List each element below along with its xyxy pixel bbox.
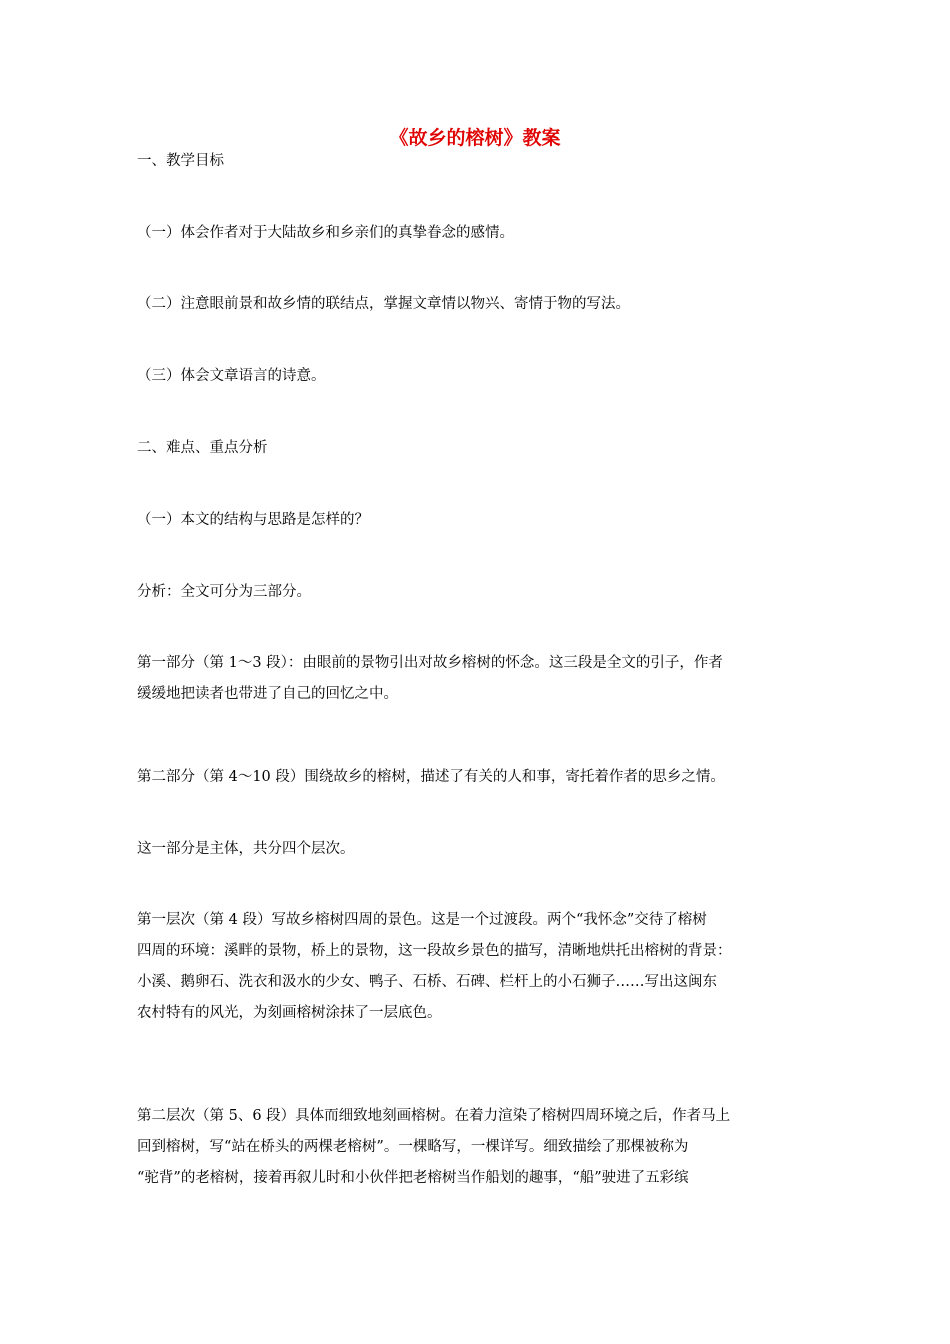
paragraph-line: 第一层次（第 4 段）写故乡榕树四周的景色。这是一个过渡段。两个“我怀念”交待了榕树: [137, 912, 707, 928]
paragraph-line: 分析：全文可分为三部分。: [137, 584, 311, 600]
paragraph-line: 回到榕树，写“站在桥头的两棵老榕树”。一棵略写，一棵详写。细致描绘了那棵被称为: [137, 1139, 689, 1155]
paragraph: [137, 1101, 827, 1194]
paragraph: [137, 834, 827, 865]
paragraph-line: 这一部分是主体，共分四个层次。: [137, 841, 355, 857]
paragraph-line: 缓缓地把读者也带进了自己的回忆之中。: [137, 686, 398, 702]
paragraph-line: 四周的环境：溪畔的景物，桥上的景物，这一段故乡景色的描写，清晰地烘托出榕树的背景：: [137, 943, 732, 959]
paragraph-line: 农村特有的风光，为刻画榕树涂抹了一层底色。: [137, 1005, 442, 1021]
paragraph: [137, 762, 827, 793]
paragraph-line: 一、教学目标: [137, 153, 224, 169]
paragraph: [137, 218, 827, 249]
paragraph: [137, 289, 827, 320]
document-title: 《故乡的榕树》教案: [389, 127, 561, 149]
paragraph-line: 第二部分（第 4～10 段）围绕故乡的榕树，描述了有关的人和事，寄托着作者的思乡之情。: [137, 769, 725, 785]
paragraph-line: （三）体会文章语言的诗意。: [137, 368, 326, 384]
paragraph: [137, 433, 827, 464]
paragraph-line: 二、难点、重点分析: [137, 440, 268, 456]
paragraph-line: 第二层次（第 5、6 段）具体而细致地刻画榕树。在着力渲染了榕树四周环境之后，作者马上: [137, 1108, 731, 1124]
paragraph-line: （二）注意眼前景和故乡情的联结点，掌握文章情以物兴、寄情于物的写法。: [137, 296, 630, 312]
paragraph: [137, 905, 827, 1029]
paragraph: [137, 361, 827, 392]
paragraph-line: 小溪、鹅卵石、洗衣和汲水的少女、鸭子、石桥、石碑、栏杆上的小石狮子……写出这闽东: [137, 974, 717, 990]
paragraph-line: “驼背”的老榕树，接着再叙儿时和小伙伴把老榕树当作船划的趣事，“船”驶进了五彩缤: [137, 1170, 689, 1186]
paragraph-line: （一）体会作者对于大陆故乡和乡亲们的真挚眷念的感情。: [137, 225, 514, 241]
paragraph-line: （一）本文的结构与思路是怎样的？: [137, 512, 369, 528]
paragraph: [137, 505, 827, 536]
paragraph: [137, 577, 827, 608]
paragraph-line: 第一部分（第 1～3 段）：由眼前的景物引出对故乡榕树的怀念。这三段是全文的引子，作者: [137, 655, 723, 671]
paragraph: [137, 146, 827, 177]
paragraph: [137, 648, 827, 710]
